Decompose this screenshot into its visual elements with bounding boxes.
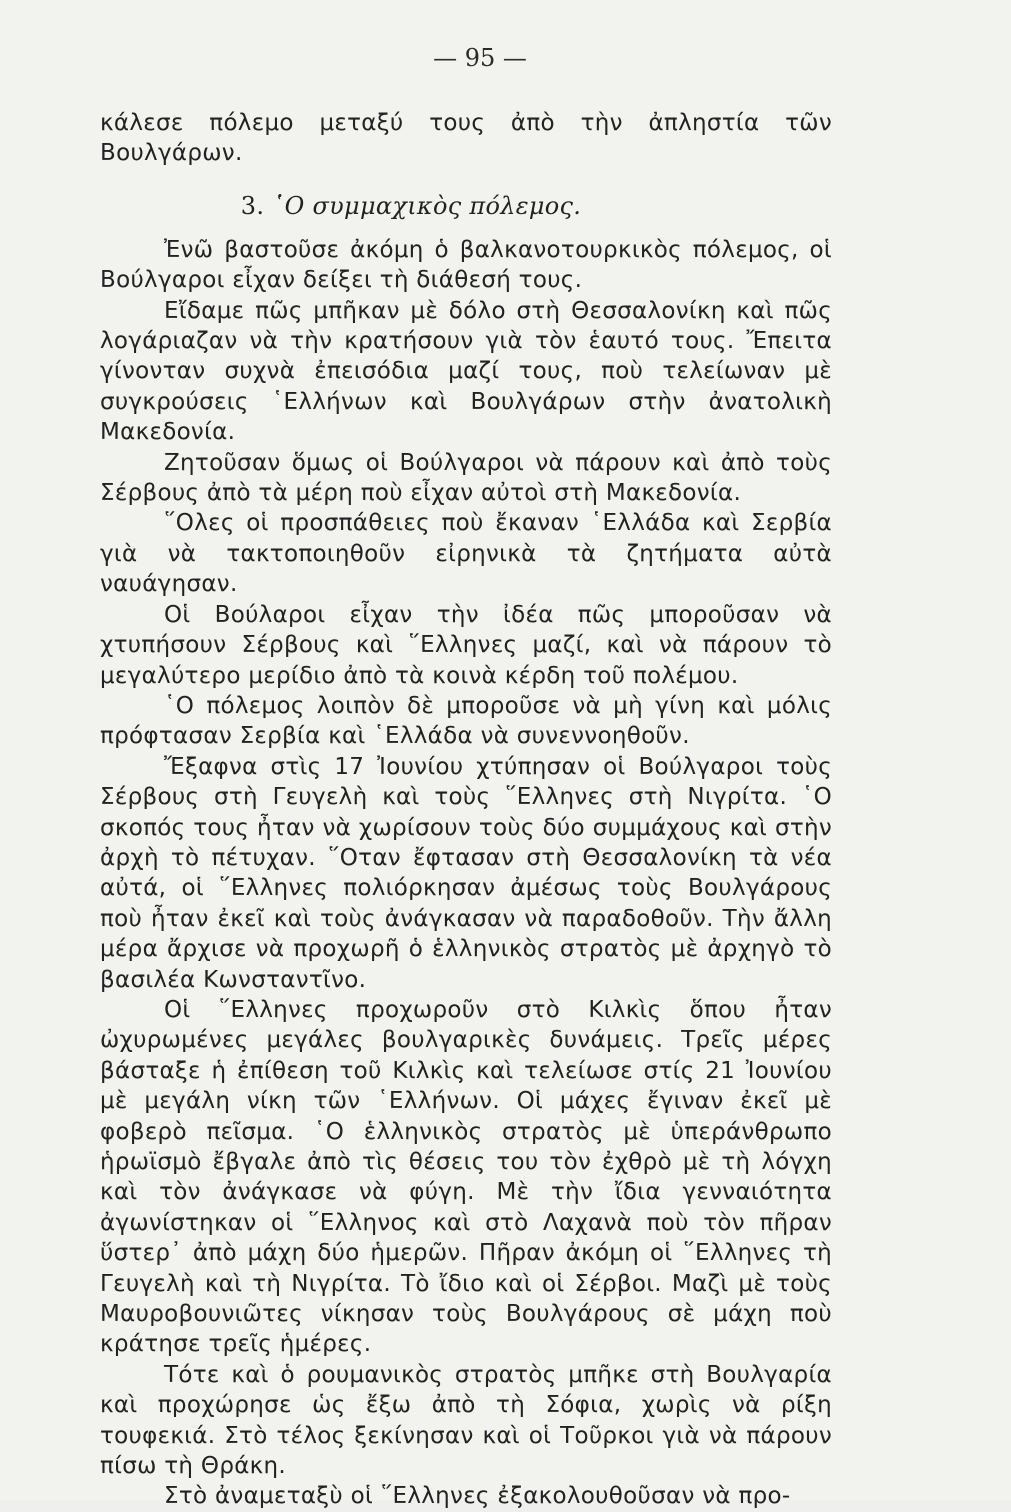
- paragraph: Τότε καὶ ὁ ρουμανικὸς στρατὸς μπῆκε στὴ Βουλγαρία καὶ προχώρησε ὡς ἔξω ἀπὸ τὴ Σόφια, χωρὶς νὰ ρίξη τουφεκιά. Στὸ τέλος ξεκίνησαν καὶ οἱ Τοῦρκοι γιὰ νὰ πάρουν πίσω τὴ Θράκη.: [100, 1361, 832, 1480]
- paragraph: Ἐνῶ βαστοῦσε ἀκόμη ὁ βαλκανοτουρκικὸς πόλεμος, οἱ Βούλγαροι εἶχαν δείξει τὴ διάθεσή τους.: [100, 236, 832, 294]
- section-title: ῾Ο συμμαχικὸς πόλεμος.: [272, 191, 582, 220]
- paragraph: Οἱ ῞Ελληνες προχωροῦν στὸ Κιλκὶς ὅπου ἦταν ὠχυρωμένες μεγάλες βουλγαρικὲς δυνάμεις. Τρεῖς μέρες βάσταξε ἡ ἐπίθεση τοῦ Κιλκὶς καὶ τελείωσε στίς 21 Ἰουνίου μὲ μεγάλη νίκη τῶν ῾Ελλήνων. Οἱ μάχες ἔγιναν ἐκεῖ μὲ φοβερὸ πεῖσμα. ῾Ο ἑλληνικὸς στρατὸς μὲ ὑπεράνθρωπο ἡρωϊσμὸ ἔβγαλε ἀπὸ τὶς θέσεις του τὸν ἐχθρὸ μὲ τὴ λόγχη καὶ τὸν ἀνάγκασε νὰ φύγη. Μὲ τὴν ἴδια γενναιότητα ἀγωνίστηκαν οἱ ῞Ελληνος καὶ στὸ Λαχανὰ ποὺ τὸν πῆραν ὕστερ᾽ ἀπὸ μάχη δύο ἡμερῶν. Πῆραν ἀκόμη οἱ ῞Ελληνες τὴ Γευγελὴ καὶ τὴ Νιγρίτα. Τὸ ἴδιο καὶ οἱ Σέρβοι. Μαζὶ μὲ τοὺς Μαυροβουνιῶτες νίκησαν τοὺς Βουλγάρους σὲ μάχη ποὺ κράτησε τρεῖς ἡμέρες.: [100, 996, 832, 1358]
- paragraph: Οἱ Βούλαροι εἶχαν τὴν ἰδέα πῶς μποροῦσαν νὰ χτυπήσουν Σέρβους καὶ ῞Ελληνες μαζί, καὶ νὰ πάρουν τὸ μεγαλύτερο μερίδιο ἀπὸ τὰ κοινὰ κέρδη τοῦ πολέμου.: [100, 601, 832, 689]
- paragraph-continued: κάλεσε πόλεμο μεταξύ τους ἀπὸ τὴν ἀπληστία τῶν Βουλγάρων.: [100, 110, 832, 167]
- paragraph: Εἴδαμε πῶς μπῆκαν μὲ δόλο στὴ Θεσσαλονίκη καὶ πῶς λογάριαζαν νὰ τὴν κρατήσουν γιὰ τὸν ἑαυτό τους. Ἔπειτα γίνονταν συχνὰ ἐπεισόδια μαζί τους, ποὺ τελείωναν μὲ συγκρούσεις ῾Ελλήνων καὶ Βουλγάρων στὴν ἀνατολικὴ Μακεδονία.: [100, 297, 832, 446]
- section-heading: [100, 191, 832, 221]
- paragraph: ῞Ολες οἱ προσπάθειες ποὺ ἔκαναν ῾Ελλάδα καὶ Σερβία γιὰ νὰ τακτοποιηθοῦν εἰρηνικὰ τὰ ζητήματα αὐτὰ ναυάγησαν.: [100, 510, 832, 598]
- page-number: — 95 —: [433, 44, 527, 72]
- paragraph: Ζητοῦσαν ὅμως οἱ Βούλγαροι νὰ πάρουν καὶ ἀπὸ τοὺς Σέρβους ἀπὸ τὰ μέρη ποὺ εἶχαν αὐτοὶ στὴ Μακεδονία.: [100, 449, 832, 507]
- section-number: 3.: [240, 191, 265, 220]
- paragraph: ῾Ο πόλεμος λοιπὸν δὲ μποροῦσε νὰ μὴ γίνη καὶ μόλις πρόφτασαν Σερβία καὶ ῾Ελλάδα νὰ συνεννοηθοῦν.: [100, 692, 832, 750]
- paragraph: Στὸ ἀναμεταξὺ οἱ ῞Ελληνες ἐξακολουθοῦσαν νὰ προ-: [164, 1483, 791, 1510]
- paragraph: Ἔξαφνα στὶς 17 Ἰουνίου χτύπησαν οἱ Βούλγαροι τοὺς Σέρβους στὴ Γευγελὴ καὶ τοὺς ῞Ελληνες στὴ Νιγρίτα. ῾Ο σκοπός τους ἦταν νὰ χωρίσουν τοὺς δύο συμμάχους καὶ στὴν ἀρχὴ τὸ πέτυχαν. ῞Οταν ἔφτασαν στὴ Θεσσαλονίκη τὰ νέα αὐτά, οἱ ῞Ελληνες πολιόρκησαν ἀμέσως τοὺς Βουλγάρους ποὺ ἦταν ἐκεῖ καὶ τοὺς ἀνάγκασαν νὰ παραδοθοῦν. Τὴν ἄλλη μέρα ἄρχισε νὰ προχωρῆ ὁ ἑλληνικὸς στρατὸς μὲ ἀρχηγὸ τὸ βασιλέα Κωνσταντῖνο.: [100, 753, 832, 993]
- page-body: [100, 108, 832, 1512]
